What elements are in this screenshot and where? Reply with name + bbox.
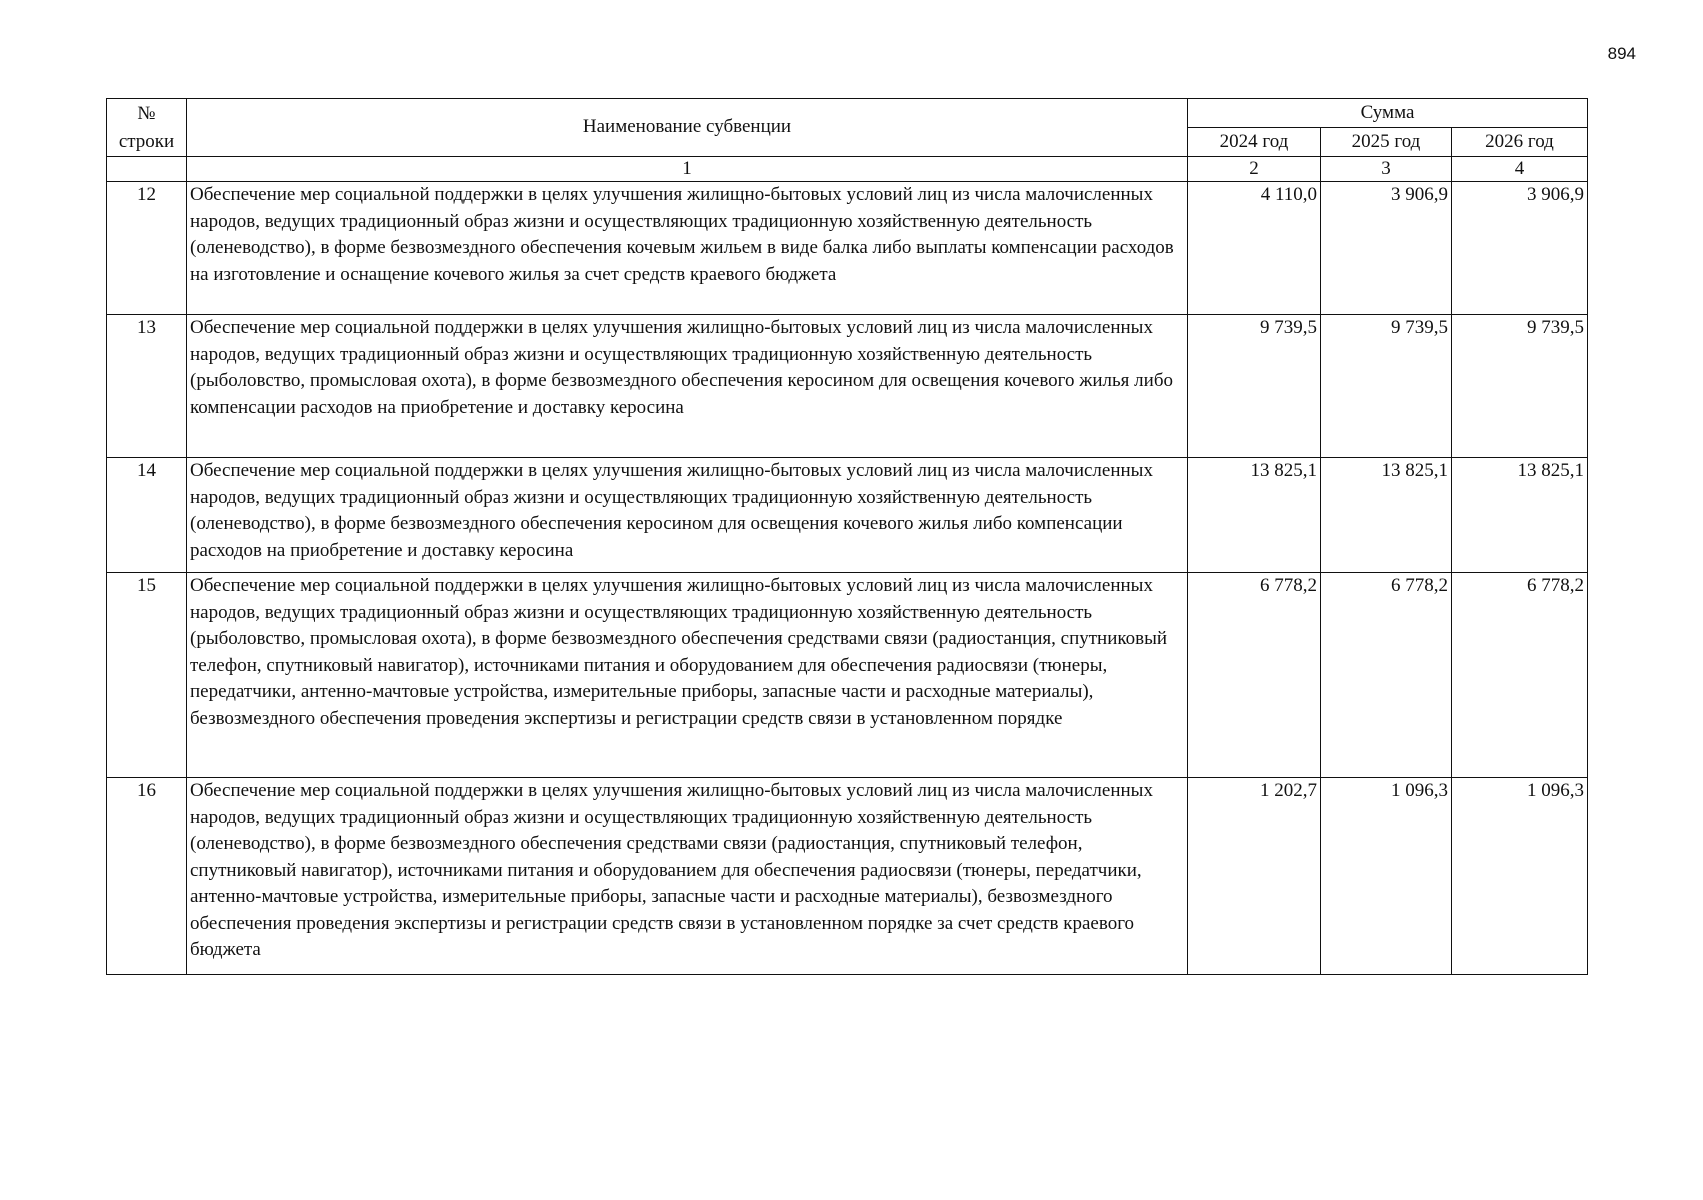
amount-2024: 4 110,0 — [1188, 182, 1321, 315]
amount-2025: 3 906,9 — [1321, 182, 1452, 315]
table-row — [107, 458, 1588, 573]
table-row — [107, 573, 1588, 778]
amount-2024: 1 202,7 — [1188, 778, 1321, 975]
row-number-header: № строки — [107, 99, 187, 157]
row-number: 13 — [107, 315, 187, 458]
subvention-name-header: Наименование субвенции — [187, 99, 1188, 157]
year-header-2026: 2026 год — [1452, 128, 1588, 157]
amount-2026: 1 096,3 — [1452, 778, 1588, 975]
page-number: 894 — [1607, 44, 1636, 63]
subvention-name: Обеспечение мер социальной поддержки в целях улучшения жилищно-бытовых условий лиц из числа малочисленных народов, ведущих традиционный образ жизни и осуществляющих традиционную хозяйственную деятельность (оленеводство), в форме безвозмездного обеспечения керосином для освещения кочевого жилья либо компенсации расходов на приобретение и доставку керосина — [187, 458, 1188, 573]
year-header-2025: 2025 год — [1321, 128, 1452, 157]
column-index-cell — [107, 157, 187, 182]
amount-2025: 9 739,5 — [1321, 315, 1452, 458]
row-number: 14 — [107, 458, 187, 573]
column-index-cell: 4 — [1452, 157, 1588, 182]
amount-2025: 1 096,3 — [1321, 778, 1452, 975]
amount-2026: 3 906,9 — [1452, 182, 1588, 315]
row-number: 15 — [107, 573, 187, 778]
row-number: 12 — [107, 182, 187, 315]
column-index-row — [107, 157, 1588, 182]
subvention-name: Обеспечение мер социальной поддержки в целях улучшения жилищно-бытовых условий лиц из числа малочисленных народов, ведущих традиционный образ жизни и осуществляющих традиционную хозяйственную деятельность (оленеводство), в форме безвозмездного обеспечения средствами связи (радиостанция, спутниковый телефон, спутниковый навигатор), источниками питания и оборудованием для обеспечения радиосвязи (тюнеры, передатчики, антенно-мачтовые устройства, измерительные приборы, запасные части и расходные материалы), безвозмездного обеспечения проведения экспертизы и регистрации средств связи в установленном порядке за счет средств краевого бюджета — [187, 778, 1188, 975]
column-index-cell: 2 — [1188, 157, 1321, 182]
column-index-cell: 3 — [1321, 157, 1452, 182]
table-row — [107, 778, 1588, 975]
amount-2024: 9 739,5 — [1188, 315, 1321, 458]
amount-2025: 13 825,1 — [1321, 458, 1452, 573]
amount-2024: 6 778,2 — [1188, 573, 1321, 778]
amount-2024: 13 825,1 — [1188, 458, 1321, 573]
column-index-cell: 1 — [187, 157, 1188, 182]
amount-2026: 9 739,5 — [1452, 315, 1588, 458]
subvention-table — [106, 98, 1588, 975]
sum-header: Сумма — [1188, 99, 1588, 128]
header-row-top — [107, 99, 1588, 128]
subvention-name: Обеспечение мер социальной поддержки в целях улучшения жилищно-бытовых условий лиц из числа малочисленных народов, ведущих традиционный образ жизни и осуществляющих традиционную хозяйственную деятельность (рыболовство, промысловая охота), в форме безвозмездного обеспечения средствами связи (радиостанция, спутниковый телефон, спутниковый навигатор), источниками питания и оборудованием для обеспечения радиосвязи (тюнеры, передатчики, антенно-мачтовые устройства, измерительные приборы, запасные части и расходные материалы), безвозмездного обеспечения проведения экспертизы и регистрации средств связи в установленном порядке — [187, 573, 1188, 778]
amount-2025: 6 778,2 — [1321, 573, 1452, 778]
table-row — [107, 315, 1588, 458]
table-row — [107, 182, 1588, 315]
subvention-name: Обеспечение мер социальной поддержки в целях улучшения жилищно-бытовых условий лиц из числа малочисленных народов, ведущих традиционный образ жизни и осуществляющих традиционную хозяйственную деятельность (рыболовство, промысловая охота), в форме безвозмездного обеспечения керосином для освещения кочевого жилья либо компенсации расходов на приобретение и доставку керосина — [187, 315, 1188, 458]
subvention-name: Обеспечение мер социальной поддержки в целях улучшения жилищно-бытовых условий лиц из числа малочисленных народов, ведущих традиционный образ жизни и осуществляющих традиционную хозяйственную деятельность (оленеводство), в форме безвозмездного обеспечения кочевым жильем в виде балка либо выплаты компенсации расходов на изготовление и оснащение кочевого жилья за счет средств краевого бюджета — [187, 182, 1188, 315]
amount-2026: 6 778,2 — [1452, 573, 1588, 778]
row-number: 16 — [107, 778, 187, 975]
amount-2026: 13 825,1 — [1452, 458, 1588, 573]
year-header-2024: 2024 год — [1188, 128, 1321, 157]
